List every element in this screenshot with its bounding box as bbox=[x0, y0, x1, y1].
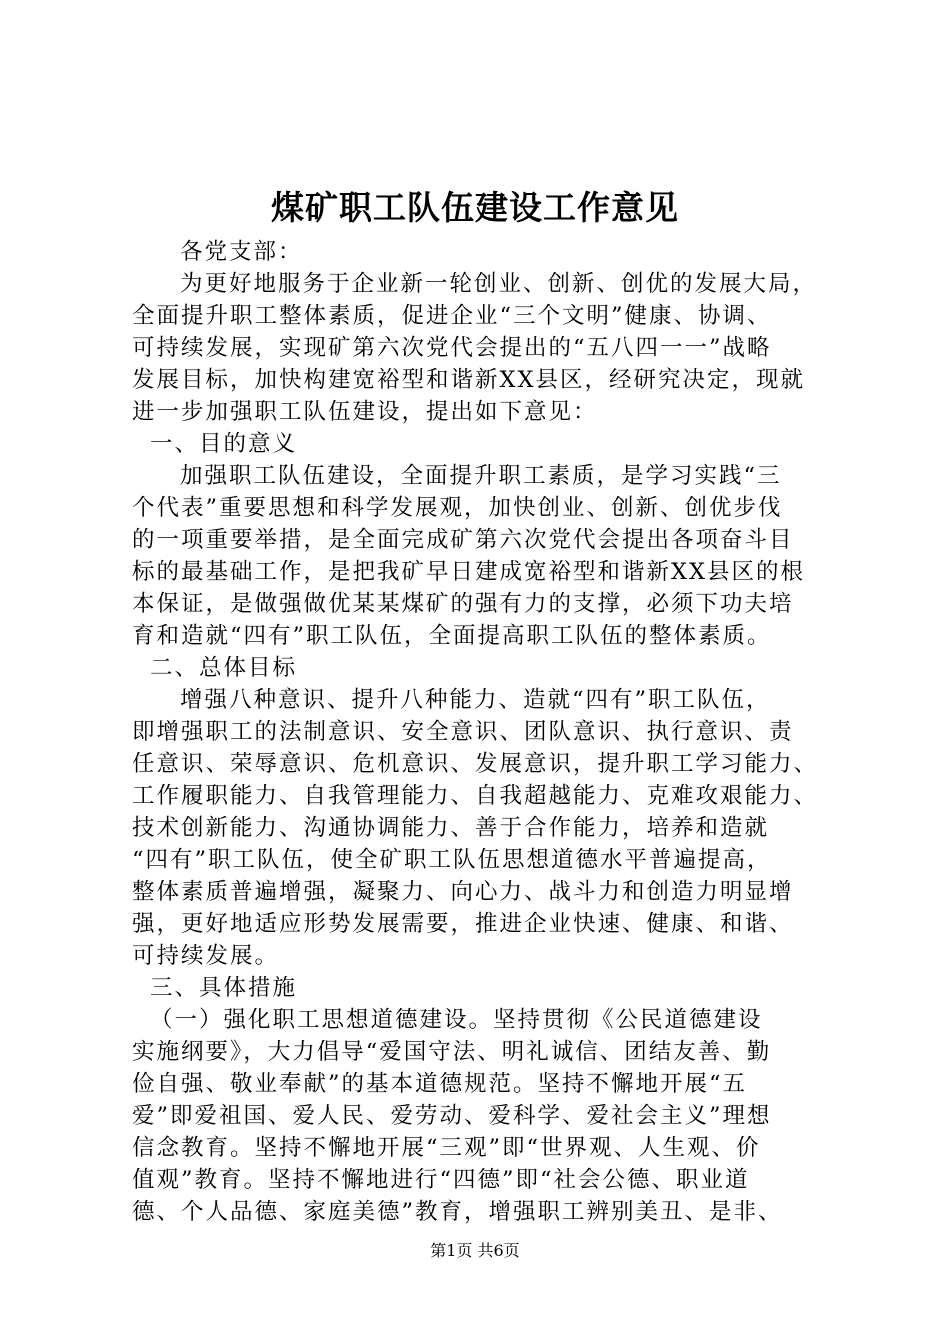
paragraph-line: 发展目标，加快构建宽裕型和谐新XX县区，经研究决定，现就 bbox=[132, 367, 806, 393]
paragraph-line: 值观”教育。坚持不懈地进行“四德”即“社会公德、职业道 bbox=[132, 1167, 750, 1193]
paragraph-line: 本保证，是做强做优某某煤矿的强有力的支撑，必须下功夫培 bbox=[132, 591, 794, 617]
paragraph-line: 德、个人品德、家庭美德”教育，增强职工辨别美丑、是非、 bbox=[132, 1199, 783, 1225]
paragraph-line: 强，更好地适应形势发展需要，推进企业快速、健康、和谐、 bbox=[132, 911, 794, 937]
section-heading: 三、具体措施 bbox=[150, 975, 298, 1001]
paragraph-line: “四有”职工队伍，使全矿职工队伍思想道德水平普遍提高， bbox=[132, 847, 772, 873]
document-title: 煤矿职工队伍建设工作意见 bbox=[271, 188, 679, 227]
paragraph-line: 育和造就“四有”职工队伍，全面提高职工队伍的整体素质。 bbox=[132, 623, 772, 649]
paragraph-line: 俭自强、敬业奉献”的基本道德规范。坚持不懈地开展“五 bbox=[132, 1071, 748, 1097]
paragraph-line: 可持续发展，实现矿第六次党代会提出的“五八四一一”战略 bbox=[132, 335, 772, 361]
paragraph-line: 整体素质普遍增强，凝聚力、向心力、战斗力和创造力明显增 bbox=[132, 879, 794, 905]
section-heading: 一、目的意义 bbox=[150, 431, 298, 457]
paragraph-line: 可持续发展。 bbox=[132, 943, 280, 969]
paragraph-line: 即增强职工的法制意识、安全意识、团队意识、执行意识、责 bbox=[132, 719, 794, 745]
paragraph-line: 标的最基础工作，是把我矿早日建成宽裕型和谐新XX县区的根 bbox=[132, 559, 806, 585]
paragraph-line: 工作履职能力、自我管理能力、自我超越能力、克难攻艰能力、 bbox=[132, 783, 819, 809]
paragraph-line: 加强职工队伍建设，全面提升职工素质，是学习实践“三 bbox=[180, 463, 782, 489]
paragraph-line: 全面提升职工整体素质，促进企业“三个文明”健康、协调、 bbox=[132, 303, 772, 329]
paragraph-line: 进一步加强职工队伍建设，提出如下意见： bbox=[132, 399, 598, 425]
paragraph-line: 实施纲要》，大力倡导“爱国守法、明礼诚信、团结友善、勤 bbox=[132, 1039, 772, 1065]
document-body bbox=[132, 236, 832, 1228]
paragraph-line: 增强八种意识、提升八种能力、造就“四有”职工队伍， bbox=[180, 687, 771, 713]
section-heading: 二、总体目标 bbox=[150, 655, 298, 681]
paragraph-line: 爱”即爱祖国、爱人民、爱劳动、爱科学、爱社会主义”理想 bbox=[132, 1103, 772, 1129]
paragraph-line: 信念教育。坚持不懈地开展“三观”即“世界观、人生观、价 bbox=[132, 1135, 761, 1161]
paragraph-line: 的一项重要举措，是全面完成矿第六次党代会提出各项奋斗目 bbox=[132, 527, 794, 553]
paragraph-line: 个代表”重要思想和科学发展观，加快创业、创新、创优步伐 bbox=[132, 495, 783, 521]
paragraph-line: （一）强化职工思想道德建设。坚持贯彻《公民道德建设 bbox=[150, 1007, 763, 1033]
paragraph-line: 技术创新能力、沟通协调能力、善于合作能力，培养和造就 bbox=[132, 815, 770, 841]
paragraph-line: 任意识、荣辱意识、危机意识、发展意识，提升职工学习能力、 bbox=[132, 751, 819, 777]
salutation: 各党支部： bbox=[180, 239, 303, 265]
paragraph-line: 为更好地服务于企业新一轮创业、创新、创优的发展大局， bbox=[180, 271, 818, 297]
page-number-footer: 第1页 共6页 bbox=[430, 1241, 520, 1260]
